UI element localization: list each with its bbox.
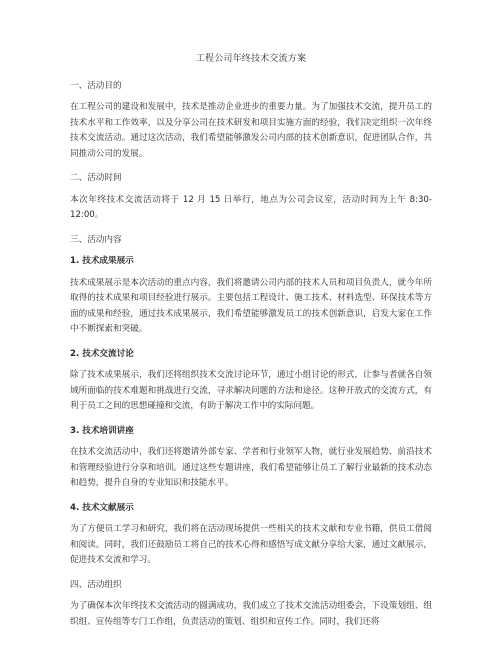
content-item-title: 4. 技术文献展示 bbox=[70, 502, 134, 513]
content-item-paragraph: 在技术交流活动中，我们还将邀请外部专家、学者和行业领军人物，就行业发展趋势、前沿技术和管理经验进行分享和培训。通过这些专题讲座，我们希望能够让员工了解行业最新的技术动态和趋势，提升自身的专业知识和技能水平。 bbox=[70, 447, 432, 488]
section-paragraph-purpose: 在工程公司的建设和发展中，技术是推动企业进步的重要力量。为了加强技术交流，提升员工的技术水平和工作效率，以及分享公司在技术研发和项目实施方面的经验，我们决定组织一次年终技术交流活动。通过这次活动，我们希望能够激发公司内部的技术创新意识，促进团队合作，共同推动公司的发展。 bbox=[70, 102, 432, 159]
content-item-paragraph: 技术成果展示是本次活动的重点内容，我们将邀请公司内部的技术人员和项目负责人，就今年所取得的技术成果和项目经验进行展示。主要包括工程设计、施工技术、材料选型、环保技术等方面的成果和经验，通过技术成果展示，我们希望能够激发员工的技术创新意识，启发大家在工作中不断探索和突破。 bbox=[70, 277, 432, 334]
section-paragraph-time: 本次年终技术交流活动将于 12 月 15 日举行，地点为公司会议室，活动时间为上午 8:30-12:00。 bbox=[70, 194, 432, 220]
content-item-paragraph: 为了方便员工学习和研究，我们将在活动现场提供一些相关的技术文献和专业书籍，供员工借阅和阅读。同时，我们还鼓励员工将自己的技术心得和感悟写成文献分享给大家，通过文献展示，促进技术交流和学习。 bbox=[70, 524, 432, 565]
section-heading-purpose: 一、活动目的 bbox=[70, 80, 122, 91]
content-item-title: 2. 技术交流讨论 bbox=[70, 348, 134, 359]
content-item-title: 1. 技术成果展示 bbox=[70, 256, 134, 266]
section-heading-organization: 四、活动组织 bbox=[70, 579, 122, 590]
section-paragraph-organization: 为了确保本次年终技术交流活动的圆满成功，我们成立了技术交流活动组委会，下设策划组、组织组、宣传组等专门工作组，负责活动的策划、组织和宣传工作。同时，我们还将 bbox=[70, 601, 432, 627]
content-item-title: 3. 技术培训讲座 bbox=[70, 425, 134, 436]
content-item-paragraph: 除了技术成果展示，我们还将组织技术交流讨论环节，通过小组讨论的形式，让参与者就各自领域所面临的技术难题和挑战进行交流，寻求解决问题的方法和途径。这种开放式的交流方式，有利于员工之间的思想碰撞和交流，有助于解决工作中的实际问题。 bbox=[70, 370, 432, 411]
section-heading-time: 二、活动时间 bbox=[70, 173, 122, 183]
document-title: 工程公司年终技术交流方案 bbox=[195, 54, 307, 64]
section-heading-content: 三、活动内容 bbox=[70, 234, 122, 245]
